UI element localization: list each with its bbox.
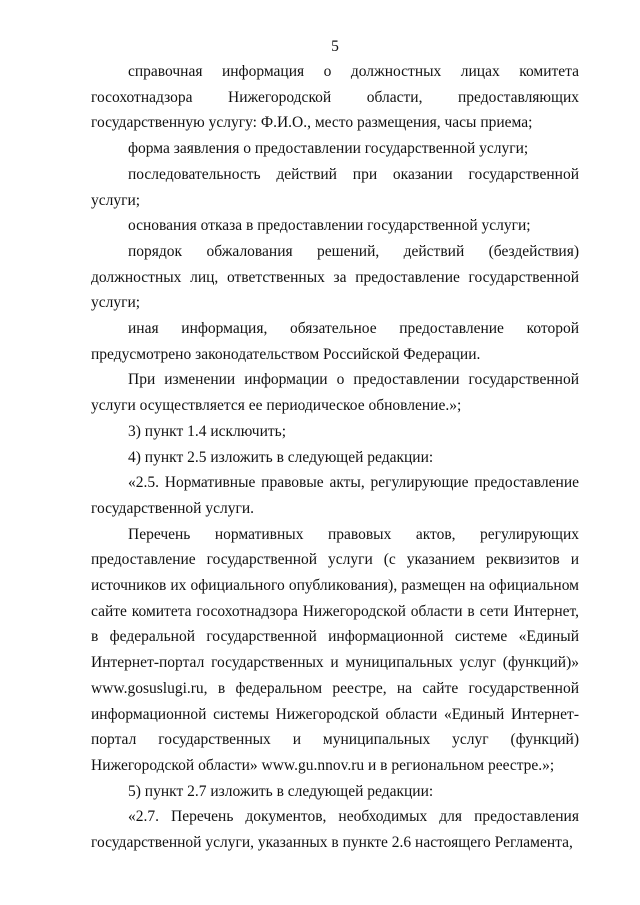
paragraph-action-sequence: последовательность действий при оказании государственной услуги; [91, 165, 579, 209]
paragraph-legal-acts-list: Перечень нормативных правовых актов, регулирующих предоставление государственной услуги (с указанием реквизитов и источников их официального опубликования), размещен на официальном сайте комитета госохотнадзора Нижегородской области в сети Интернет, в федеральной государственной информационной системе «Единый Интернет-портал государственных и муниципальных услуг (функций)» www.gosuslugi.ru, в федеральном реестре, на сайте государственной информационной системы Нижегородской области «Единый Интернет-портал государственных и муниципальных услуг (функций) Нижегородской области» www.gu.nnov.ru и в региональном реестре.»; [91, 525, 579, 774]
page-number: 5 [331, 38, 339, 55]
paragraph-info-update: При изменении информации о предоставлении государственной услуги осуществляется ее периодическое обновление.»; [91, 371, 579, 415]
paragraph-item-5: 5) пункт 2.7 изложить в следующей редакции: [128, 782, 434, 800]
paragraph-application-form: форма заявления о предоставлении государственной услуги; [128, 140, 529, 158]
paragraph-appeal-procedure: порядок обжалования решений, действий (бездействия) должностных лиц, ответственных за предоставление государственной услуги; [91, 242, 579, 312]
document-body [91, 59, 579, 856]
paragraph-other-info: иная информация, обязательное предоставление которой предусмотрено законодательством Российской Федерации. [91, 320, 579, 363]
paragraph-item-3: 3) пункт 1.4 исключить; [128, 422, 287, 440]
paragraph-clause-2-7: «2.7. Перечень документов, необходимых для предоставления государственной услуги, указанных в пункте 2.6 настоящего Регламента, [91, 808, 579, 852]
paragraph-item-4: 4) пункт 2.5 изложить в следующей редакции: [128, 448, 434, 466]
paragraph-contact-info: справочная информация о должностных лицах комитета госохотнадзора Нижегородской области, предоставляющих государственную услугу: Ф.И.О., место размещения, часы приема; [91, 63, 579, 132]
paragraph-clause-2-5: «2.5. Нормативные правовые акты, регулирующие предоставление государственной услуги. [91, 474, 579, 517]
paragraph-refusal-grounds: основания отказа в предоставлении государственной услуги; [128, 217, 531, 235]
